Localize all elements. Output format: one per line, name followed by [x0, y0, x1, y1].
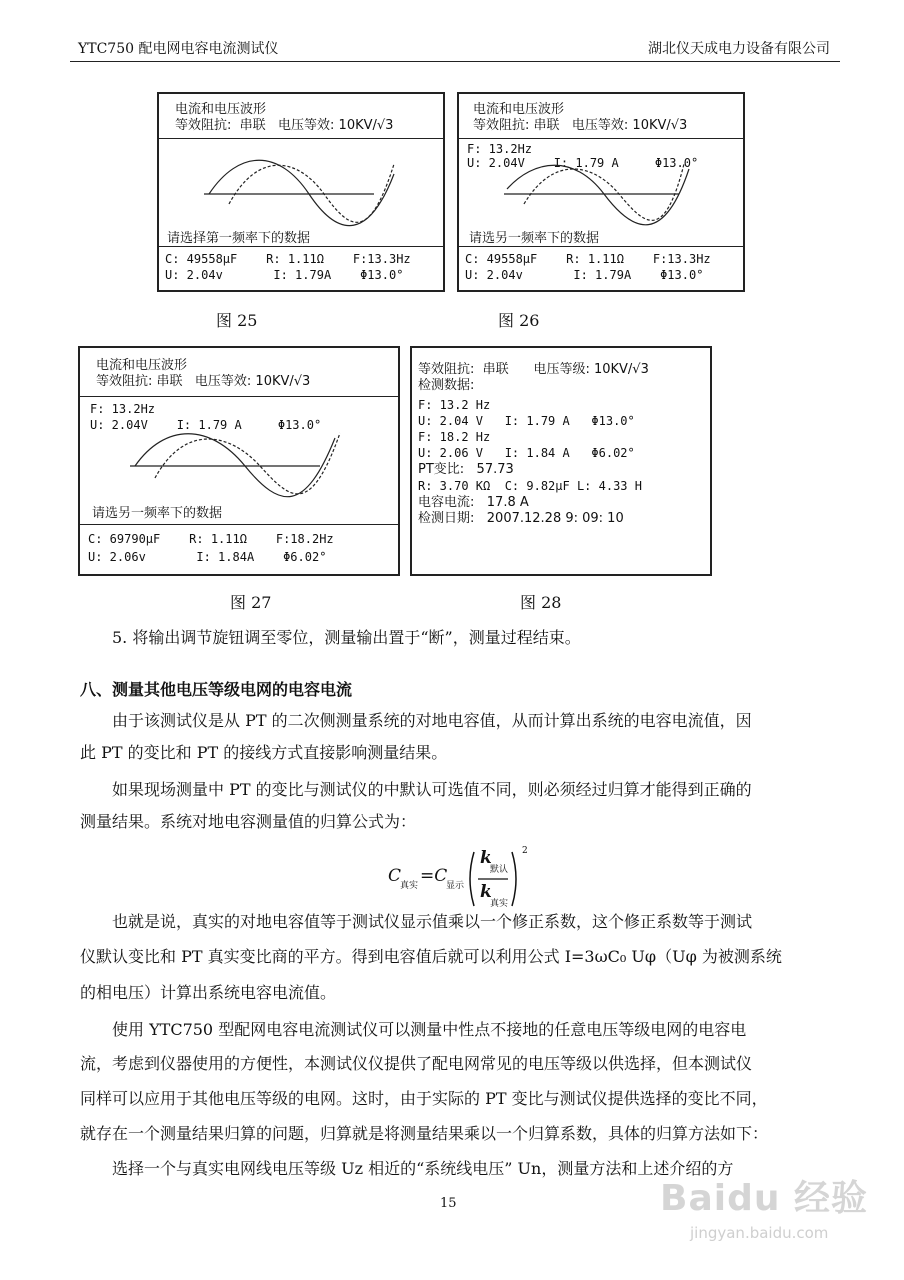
- baidu-watermark-logo: Baidu 经验: [660, 1178, 869, 1219]
- formula-lhs-sub: 真实: [400, 881, 419, 891]
- paragraph-1-line1: 由于该测试仪是从 PT 的二次侧测量系统的对地电容值，从而计算出系统的电容电流值，因: [112, 711, 752, 730]
- formula-numerator: k: [480, 848, 492, 868]
- fig27-mid-line2: U: 2.04V I: 1.79 A Φ13.0°: [90, 418, 322, 432]
- formula-exponent: 2: [522, 846, 528, 856]
- fig28-line6: U: 2.06 V I: 1.84 A Φ6.02°: [418, 446, 635, 460]
- fig27-divider-top: [80, 396, 398, 397]
- figure-27-panel: [78, 346, 400, 576]
- fig26-title1: 电流和电压波形: [473, 102, 565, 117]
- fig26-prompt: 请选另一频率下的数据: [469, 231, 600, 246]
- fig26-divider-bottom: [459, 246, 743, 247]
- fig28-line1: 等效阻抗: 串联 电压等级: 10KV/√3: [418, 362, 649, 377]
- paragraph-1-line2: 此 PT 的变比和 PT 的接线方式直接影响测量结果。: [80, 743, 448, 762]
- fig28-line9: 电容电流: 17.8 A: [418, 495, 529, 510]
- fig27-bottom-line1: C: 69790μF R: 1.11Ω F:18.2Hz: [88, 532, 334, 546]
- fig26-mid-line1: F: 13.2Hz: [467, 142, 533, 156]
- fig25-title1: 电流和电压波形: [175, 102, 267, 117]
- header-rule: [70, 61, 840, 62]
- fig28-line10: 检测日期: 2007.12.28 9: 09: 10: [418, 511, 624, 526]
- formula-denominator: k: [480, 882, 492, 902]
- formula-lhs: C: [388, 866, 402, 886]
- fig27-title2: 等效阻抗: 串联 电压等效: 10KV/√3: [96, 374, 311, 389]
- fig28-line4: U: 2.04 V I: 1.79 A Φ13.0°: [418, 414, 635, 428]
- baidu-watermark-url: jingyan.baidu.com: [690, 1224, 829, 1242]
- fig26-bottom-line2: U: 2.04v I: 1.79A Φ13.0°: [465, 268, 704, 282]
- fig28-line2: 检测数据:: [418, 378, 475, 393]
- fig26-bottom-line1: C: 49558μF R: 1.11Ω F:13.3Hz: [465, 252, 711, 266]
- paragraph-3-line3: 的相电压）计算出系统电容电流值。: [80, 983, 337, 1002]
- fig25-title2: 等效阻抗: 串联 电压等效: 10KV/√3: [175, 118, 394, 133]
- paragraph-2-line1: 如果现场测量中 PT 的变比与测试仪的中默认可选值不同，则必须经过归算才能得到正确的: [112, 780, 752, 799]
- fig25-divider-top: [159, 138, 443, 139]
- fig26-waveform: [499, 164, 699, 234]
- fig28-line7: PT变比: 57.73: [418, 462, 514, 477]
- paragraph-3-line1: 也就是说，真实的对地电容值等于测试仪显示值乘以一个修正系数，这个修正系数等于测试: [112, 912, 753, 931]
- fig27-title1: 电流和电压波形: [96, 358, 188, 373]
- paragraph-5-line1: 选择一个与真实电网线电压等级 Uz 相近的“系统线电压” Un，测量方法和上述介绍的方: [112, 1159, 734, 1178]
- formula-eq: =C: [420, 866, 448, 886]
- formula-denominator-sub: 真实: [490, 899, 509, 909]
- fig28-line8: R: 3.70 KΩ C: 9.82μF L: 4.33 H: [418, 479, 642, 493]
- header-right: 湖北仪天成电力设备有限公司: [648, 41, 830, 57]
- fig26-caption: 图 26: [498, 311, 540, 330]
- fig28-caption: 图 28: [520, 593, 562, 612]
- paragraph-2-line2: 测量结果。系统对地电容测量值的归算公式为：: [80, 812, 417, 831]
- formula-numerator-sub: 默认: [490, 865, 509, 875]
- section-heading: 八、测量其他电压等级电网的电容电流: [80, 680, 353, 699]
- fig25-caption: 图 25: [216, 311, 258, 330]
- fig25-divider-bottom: [159, 246, 443, 247]
- header-left: YTC750 配电网电容电流测试仪: [78, 41, 279, 57]
- fig28-line3: F: 13.2 Hz: [418, 398, 491, 412]
- paragraph-4-line4: 就存在一个测量结果归算的问题，归算就是将测量结果乘以一个归算系数，具体的归算方法如下：: [80, 1124, 769, 1143]
- fig26-mid-line2: U: 2.04V I: 1.79 A Φ13.0°: [467, 156, 699, 170]
- fig27-prompt: 请选另一频率下的数据: [92, 506, 223, 521]
- fig27-bottom-line2: U: 2.06v I: 1.84A Φ6.02°: [88, 550, 327, 564]
- page-number: 15: [440, 1196, 457, 1211]
- fig26-title2: 等效阻抗: 串联 电压等效: 10KV/√3: [473, 118, 688, 133]
- fig27-caption: 图 27: [230, 593, 272, 612]
- formula-rhs-sub: 显示: [446, 881, 465, 891]
- fig27-divider-bottom: [80, 524, 398, 525]
- fig25-prompt: 请选择第一频率下的数据: [167, 231, 311, 246]
- fig25-waveform: [199, 154, 399, 234]
- step-5: 5. 将输出调节旋钮调至零位，测量输出置于“断”，测量过程结束。: [112, 628, 581, 647]
- paragraph-4-line3: 同样可以应用于其他电压等级的电网。这时，由于实际的 PT 变比与测试仪提供选择的变比不同，: [80, 1089, 768, 1108]
- correction-formula: [388, 846, 528, 912]
- figure-25-panel: [157, 92, 445, 292]
- fig25-bottom-line2: U: 2.04v I: 1.79A Φ13.0°: [165, 268, 404, 282]
- figure-26-panel: [457, 92, 745, 292]
- fig28-line5: F: 18.2 Hz: [418, 430, 491, 444]
- paragraph-4-line2: 流，考虑到仪器使用的方便性，本测试仪仪提供了配电网常见的电压等级以供选择，但本测试仪: [80, 1054, 753, 1073]
- paragraph-3-line2: 仪默认变比和 PT 真实变比商的平方。得到电容值后就可以利用公式 I=3ωC₀ Uφ（Uφ 为被测系统: [80, 947, 782, 966]
- paragraph-4-line1: 使用 YTC750 型配网电容电流测试仪可以测量中性点不接地的任意电压等级电网的电容电: [112, 1020, 747, 1039]
- figure-28-panel: [410, 346, 712, 576]
- fig27-waveform: [130, 428, 350, 508]
- fig25-bottom-line1: C: 49558μF R: 1.11Ω F:13.3Hz: [165, 252, 411, 266]
- fig27-mid-line1: F: 13.2Hz: [90, 402, 156, 416]
- fig26-divider-top: [459, 138, 743, 139]
